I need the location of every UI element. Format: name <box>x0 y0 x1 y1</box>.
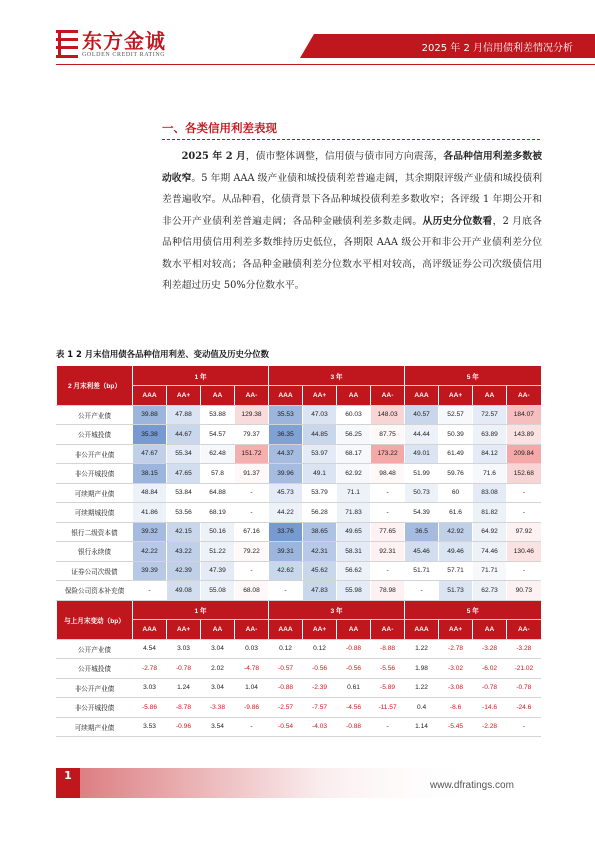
footer-website: www.dfratings.com <box>430 780 514 791</box>
change-cell: 0.03 <box>235 639 269 659</box>
spread-cell: 39.39 <box>133 561 167 581</box>
change-cell: -2.39 <box>303 678 337 698</box>
spread-cell: - <box>371 503 405 523</box>
spread-cell: 58.31 <box>337 542 371 562</box>
change-cell: -7.57 <box>303 698 337 718</box>
row-label: 非公开产业债 <box>57 444 133 464</box>
spread-cell: 152.68 <box>507 464 541 484</box>
spread-cell: 68.19 <box>201 503 235 523</box>
spread-cell: 47.83 <box>303 581 337 601</box>
table-row <box>57 405 541 425</box>
change-cell: 1.14 <box>405 717 439 737</box>
change-cell: -8.6 <box>439 698 473 718</box>
rating-header: AAA <box>269 620 303 640</box>
rating-header: AA- <box>371 386 405 406</box>
tenor-header: 3 年 <box>269 366 405 386</box>
spread-cell: - <box>507 483 541 503</box>
spread-cell: 39.32 <box>133 522 167 542</box>
spread-cell: 49.65 <box>337 522 371 542</box>
change-cell: 3.53 <box>133 717 167 737</box>
spread-cell: 53.88 <box>201 405 235 425</box>
spread-cell: 59.76 <box>439 464 473 484</box>
spread-cell: 60 <box>439 483 473 503</box>
rating-header: AA- <box>507 386 541 406</box>
table-row <box>57 425 541 445</box>
tenor-header: 5 年 <box>405 366 541 386</box>
spread-cell: 41.86 <box>133 503 167 523</box>
change-cell: -0.78 <box>507 678 541 698</box>
spread-cell: 42.39 <box>167 561 201 581</box>
change-cell: -0.56 <box>337 659 371 679</box>
spread-cell: 81.82 <box>473 503 507 523</box>
spread-cell: - <box>405 581 439 601</box>
spread-cell: 74.46 <box>473 542 507 562</box>
spread-cell: 44.37 <box>269 444 303 464</box>
rating-header: AA+ <box>167 620 201 640</box>
table-header-row <box>57 600 541 620</box>
paragraph-run: 各品种信用利差多数被动收窄 <box>162 151 543 184</box>
logo-name-en: GOLDEN CREDIT RATING <box>82 52 166 58</box>
table-row <box>57 639 541 659</box>
spread-cell: 53.97 <box>303 444 337 464</box>
spread-cell: 79.37 <box>235 425 269 445</box>
spread-cell: 36.5 <box>405 522 439 542</box>
paragraph-run: 2025 年 2 月 <box>181 151 246 162</box>
spread-cell: 71.71 <box>473 561 507 581</box>
row-label: 公开城投债 <box>57 425 133 445</box>
spread-cell: 38.65 <box>303 522 337 542</box>
change-cell: -0.54 <box>269 717 303 737</box>
spread-cell: 49.1 <box>303 464 337 484</box>
change-cell: -0.78 <box>167 659 201 679</box>
spread-cell: 60.03 <box>337 405 371 425</box>
spread-cell: 130.46 <box>507 542 541 562</box>
change-cell: - <box>235 717 269 737</box>
spread-cell: 44.67 <box>167 425 201 445</box>
spread-cell: 42.22 <box>133 542 167 562</box>
report-title: 2025 年 2 月信用债利差情况分析 <box>421 43 573 54</box>
spread-cell: 51.71 <box>405 561 439 581</box>
spread-cell: 54.39 <box>405 503 439 523</box>
spread-cell: 184.07 <box>507 405 541 425</box>
spread-cell: 55.98 <box>337 581 371 601</box>
spread-cell: 143.89 <box>507 425 541 445</box>
spread-cell: - <box>235 483 269 503</box>
spread-cell: 35.38 <box>133 425 167 445</box>
spread-cell: 50.73 <box>405 483 439 503</box>
spread-cell: 57.71 <box>439 561 473 581</box>
spread-cell: 52.57 <box>439 405 473 425</box>
rating-header: AA <box>201 620 235 640</box>
change-cell: 2.02 <box>201 659 235 679</box>
change-cell: -3.28 <box>473 639 507 659</box>
spread-cell: 47.67 <box>133 444 167 464</box>
spread-cell: 39.96 <box>269 464 303 484</box>
spread-cell: 48.84 <box>133 483 167 503</box>
spread-cell: 61.49 <box>439 444 473 464</box>
change-cell: -5.45 <box>439 717 473 737</box>
spread-cell: 40.57 <box>405 405 439 425</box>
logo-mark-icon <box>56 30 78 58</box>
rating-header: AA <box>337 620 371 640</box>
change-cell: -2.78 <box>439 639 473 659</box>
spread-cell: 53.56 <box>167 503 201 523</box>
spread-cell: 151.72 <box>235 444 269 464</box>
change-cell: -2.28 <box>473 717 507 737</box>
change-cell: -5.56 <box>371 659 405 679</box>
spread-cell: 44.44 <box>405 425 439 445</box>
rating-header: AA- <box>235 620 269 640</box>
change-cell: 4.54 <box>133 639 167 659</box>
change-cell: -5.86 <box>133 698 167 718</box>
spread-cell: 47.88 <box>167 405 201 425</box>
rating-header: AA+ <box>439 620 473 640</box>
row-label: 保险公司资本补充债 <box>57 581 133 601</box>
change-cell: 1.22 <box>405 639 439 659</box>
table-row <box>57 483 541 503</box>
change-cell: -24.6 <box>507 698 541 718</box>
spread-cell: 50.16 <box>201 522 235 542</box>
spread-cell: 64.92 <box>473 522 507 542</box>
change-cell: -3.08 <box>439 678 473 698</box>
paragraph-run: ，2 月底各品种信用债信用利差多数维持历史低位，各期限 AAA 级公开和非公开产业债利差分位数水平相对较高；各品种金融债利差分位数水平相对较高，高评级证券公司次级债信用利差超过历史 50%分位数水平。 <box>162 215 542 291</box>
row-label: 银行二级资本债 <box>57 522 133 542</box>
change-cell: -6.02 <box>473 659 507 679</box>
row-label: 公开产业债 <box>57 405 133 425</box>
spread-cell: 84.12 <box>473 444 507 464</box>
spread-cell: 90.73 <box>507 581 541 601</box>
spread-cell: 72.57 <box>473 405 507 425</box>
change-cell: -0.88 <box>337 639 371 659</box>
spread-cell: 87.75 <box>371 425 405 445</box>
spread-cell: - <box>235 561 269 581</box>
footer-band <box>56 768 595 798</box>
spread-cell: 49.01 <box>405 444 439 464</box>
page-number: 1 <box>64 769 72 782</box>
table-row <box>57 561 541 581</box>
spread-cell: 98.48 <box>371 464 405 484</box>
spread-cell: - <box>507 503 541 523</box>
spread-cell: 97.92 <box>507 522 541 542</box>
table-row <box>57 464 541 484</box>
spread-cell: 38.15 <box>133 464 167 484</box>
rating-header: AA+ <box>303 620 337 640</box>
change-cell: -4.03 <box>303 717 337 737</box>
spread-cell: - <box>507 561 541 581</box>
paragraph-run: 。5 年期 AAA 级产业债和城投债利差普遍走阔，其余期限评级产业债和城投债利差普遍收窄。从品种看，化债背景下各品种城投债利差多数收窄；各评级 1 年期公开和非公开产业债利差普遍走阔；各品种金融债利差多数走阔。 <box>162 172 542 227</box>
table-row <box>57 444 541 464</box>
change-cell: 3.54 <box>201 717 235 737</box>
rating-header: AA <box>473 620 507 640</box>
row-label: 可续期产业债 <box>57 717 133 737</box>
rating-header: AAA <box>269 386 303 406</box>
spread-cell: 53.84 <box>167 483 201 503</box>
rating-header: AA+ <box>439 386 473 406</box>
spread-cell: - <box>235 503 269 523</box>
spread-cell: 79.22 <box>235 542 269 562</box>
rating-header: AAA <box>405 620 439 640</box>
body-paragraph <box>162 146 542 297</box>
rating-header: AAA <box>405 386 439 406</box>
spread-cell: 63.89 <box>473 425 507 445</box>
change-cell: -14.6 <box>473 698 507 718</box>
rating-header: AA <box>337 386 371 406</box>
spread-cell: 56.25 <box>337 425 371 445</box>
spread-cell: 45.73 <box>269 483 303 503</box>
rating-header: AA- <box>235 386 269 406</box>
change-cell: - <box>507 717 541 737</box>
spread-cell: 49.08 <box>167 581 201 601</box>
credit-spread-table <box>56 366 541 737</box>
table-row <box>57 698 541 718</box>
spread-cell: 45.62 <box>303 561 337 581</box>
table-row <box>57 522 541 542</box>
row-label: 证券公司次级债 <box>57 561 133 581</box>
rating-header: AAA <box>133 386 167 406</box>
change-cell: 3.03 <box>133 678 167 698</box>
change-cell: -4.56 <box>337 698 371 718</box>
spread-cell: 54.57 <box>201 425 235 445</box>
spread-cell: 42.15 <box>167 522 201 542</box>
spread-cell: 71.1 <box>337 483 371 503</box>
spread-cell: 173.22 <box>371 444 405 464</box>
row-label: 可续期产业债 <box>57 483 133 503</box>
company-logo <box>56 30 166 58</box>
change-cell: -0.57 <box>269 659 303 679</box>
table-row <box>57 542 541 562</box>
header-divider <box>56 64 595 65</box>
change-cell: 0.61 <box>337 678 371 698</box>
change-cell: 1.98 <box>405 659 439 679</box>
spread-cell: 36.35 <box>269 425 303 445</box>
row-label: 非公开城投债 <box>57 464 133 484</box>
spread-cell: 55.08 <box>201 581 235 601</box>
spread-cell: 71.83 <box>337 503 371 523</box>
change-cell: -2.78 <box>133 659 167 679</box>
change-cell: -2.57 <box>269 698 303 718</box>
table-row <box>57 581 541 601</box>
spread-cell: 67.16 <box>235 522 269 542</box>
rating-header: AA <box>473 386 507 406</box>
spread-cell: 53.79 <box>303 483 337 503</box>
table-row <box>57 503 541 523</box>
spread-cell: 68.08 <box>235 581 269 601</box>
section-title: 一、各类信用利差表现 <box>162 121 277 135</box>
change-cell: 1.22 <box>405 678 439 698</box>
spread-cell: 83.08 <box>473 483 507 503</box>
spread-cell: 51.22 <box>201 542 235 562</box>
change-cell: -0.78 <box>473 678 507 698</box>
rating-header: AA+ <box>167 386 201 406</box>
row-label: 银行永续债 <box>57 542 133 562</box>
change-cell: -11.57 <box>371 698 405 718</box>
spread-cell: 51.73 <box>439 581 473 601</box>
spread-cell: 62.48 <box>201 444 235 464</box>
spread-cell: 55.34 <box>167 444 201 464</box>
row-label: 公开产业债 <box>57 639 133 659</box>
rating-header: AA- <box>371 620 405 640</box>
tenor-header: 5 年 <box>405 600 541 620</box>
spread-cell: 45.46 <box>405 542 439 562</box>
row-label: 公开城投债 <box>57 659 133 679</box>
change-cell: 1.24 <box>167 678 201 698</box>
row-label: 可续期城投债 <box>57 503 133 523</box>
spread-cell: 47.65 <box>167 464 201 484</box>
rating-header: AA+ <box>303 386 337 406</box>
header-label: 与上月末变动（bp） <box>57 600 133 639</box>
spread-cell: 57.8 <box>201 464 235 484</box>
spread-cell: - <box>269 581 303 601</box>
spread-cell: 148.03 <box>371 405 405 425</box>
spread-cell: 51.99 <box>405 464 439 484</box>
change-cell: -0.88 <box>269 678 303 698</box>
change-cell: -3.38 <box>201 698 235 718</box>
rating-header: AAA <box>133 620 167 640</box>
change-cell: -9.86 <box>235 698 269 718</box>
rating-header: AA- <box>507 620 541 640</box>
spread-cell: 47.03 <box>303 405 337 425</box>
header-label: 2 月末利差（bp） <box>57 366 133 405</box>
change-cell: - <box>371 717 405 737</box>
tenor-header: 3 年 <box>269 600 405 620</box>
spread-cell: 33.76 <box>269 522 303 542</box>
spread-cell: - <box>133 581 167 601</box>
spread-cell: 42.62 <box>269 561 303 581</box>
spread-cell: 47.39 <box>201 561 235 581</box>
spread-cell: 39.88 <box>133 405 167 425</box>
change-cell: 1.04 <box>235 678 269 698</box>
spread-cell: 62.92 <box>337 464 371 484</box>
spread-cell: 62.73 <box>473 581 507 601</box>
table-row <box>57 659 541 679</box>
change-cell: -0.56 <box>303 659 337 679</box>
section-divider <box>162 139 540 140</box>
spread-cell: - <box>371 483 405 503</box>
row-label: 非公开产业债 <box>57 678 133 698</box>
spread-cell: 44.22 <box>269 503 303 523</box>
spread-cell: 61.6 <box>439 503 473 523</box>
spread-cell: 42.92 <box>439 522 473 542</box>
spread-cell: 43.22 <box>167 542 201 562</box>
change-cell: 3.04 <box>201 639 235 659</box>
change-cell: -8.78 <box>167 698 201 718</box>
table-row <box>57 717 541 737</box>
spread-cell: 71.6 <box>473 464 507 484</box>
spread-cell: 44.85 <box>303 425 337 445</box>
paragraph-run: 从历史分位数看 <box>422 215 493 227</box>
spread-cell: 129.38 <box>235 405 269 425</box>
change-cell: -3.02 <box>439 659 473 679</box>
change-cell: -4.78 <box>235 659 269 679</box>
change-cell: 0.12 <box>269 639 303 659</box>
table-caption: 表 1 2 月末信用债各品种信用利差、变动值及历史分位数 <box>56 349 270 359</box>
spread-cell: 35.53 <box>269 405 303 425</box>
change-cell: -21.02 <box>507 659 541 679</box>
spread-cell: 209.84 <box>507 444 541 464</box>
change-cell: 0.4 <box>405 698 439 718</box>
table-header-row <box>57 366 541 386</box>
change-cell: 3.04 <box>201 678 235 698</box>
paragraph-run: ，债市整体调整，信用债与债市同方向震荡， <box>245 151 444 162</box>
change-cell: -8.88 <box>371 639 405 659</box>
tenor-header: 1 年 <box>133 366 269 386</box>
change-cell: -3.28 <box>507 639 541 659</box>
spread-cell: 39.31 <box>269 542 303 562</box>
rating-header: AA <box>201 386 235 406</box>
change-cell: -5.89 <box>371 678 405 698</box>
change-cell: -0.96 <box>167 717 201 737</box>
spread-cell: 42.31 <box>303 542 337 562</box>
change-cell: 3.03 <box>167 639 201 659</box>
spread-cell: 56.28 <box>303 503 337 523</box>
spread-cell: 50.39 <box>439 425 473 445</box>
spread-cell: 68.17 <box>337 444 371 464</box>
tenor-header: 1 年 <box>133 600 269 620</box>
spread-cell: 64.88 <box>201 483 235 503</box>
change-cell: -0.88 <box>337 717 371 737</box>
spread-cell: 92.31 <box>371 542 405 562</box>
spread-cell: - <box>371 561 405 581</box>
spread-cell: 78.98 <box>371 581 405 601</box>
spread-cell: 91.37 <box>235 464 269 484</box>
logo-name-cn: 东方金诚 <box>82 29 166 53</box>
row-label: 非公开城投债 <box>57 698 133 718</box>
spread-cell: 77.65 <box>371 522 405 542</box>
spread-cell: 49.46 <box>439 542 473 562</box>
table-row <box>57 678 541 698</box>
change-cell: 0.12 <box>303 639 337 659</box>
spread-cell: 56.62 <box>337 561 371 581</box>
